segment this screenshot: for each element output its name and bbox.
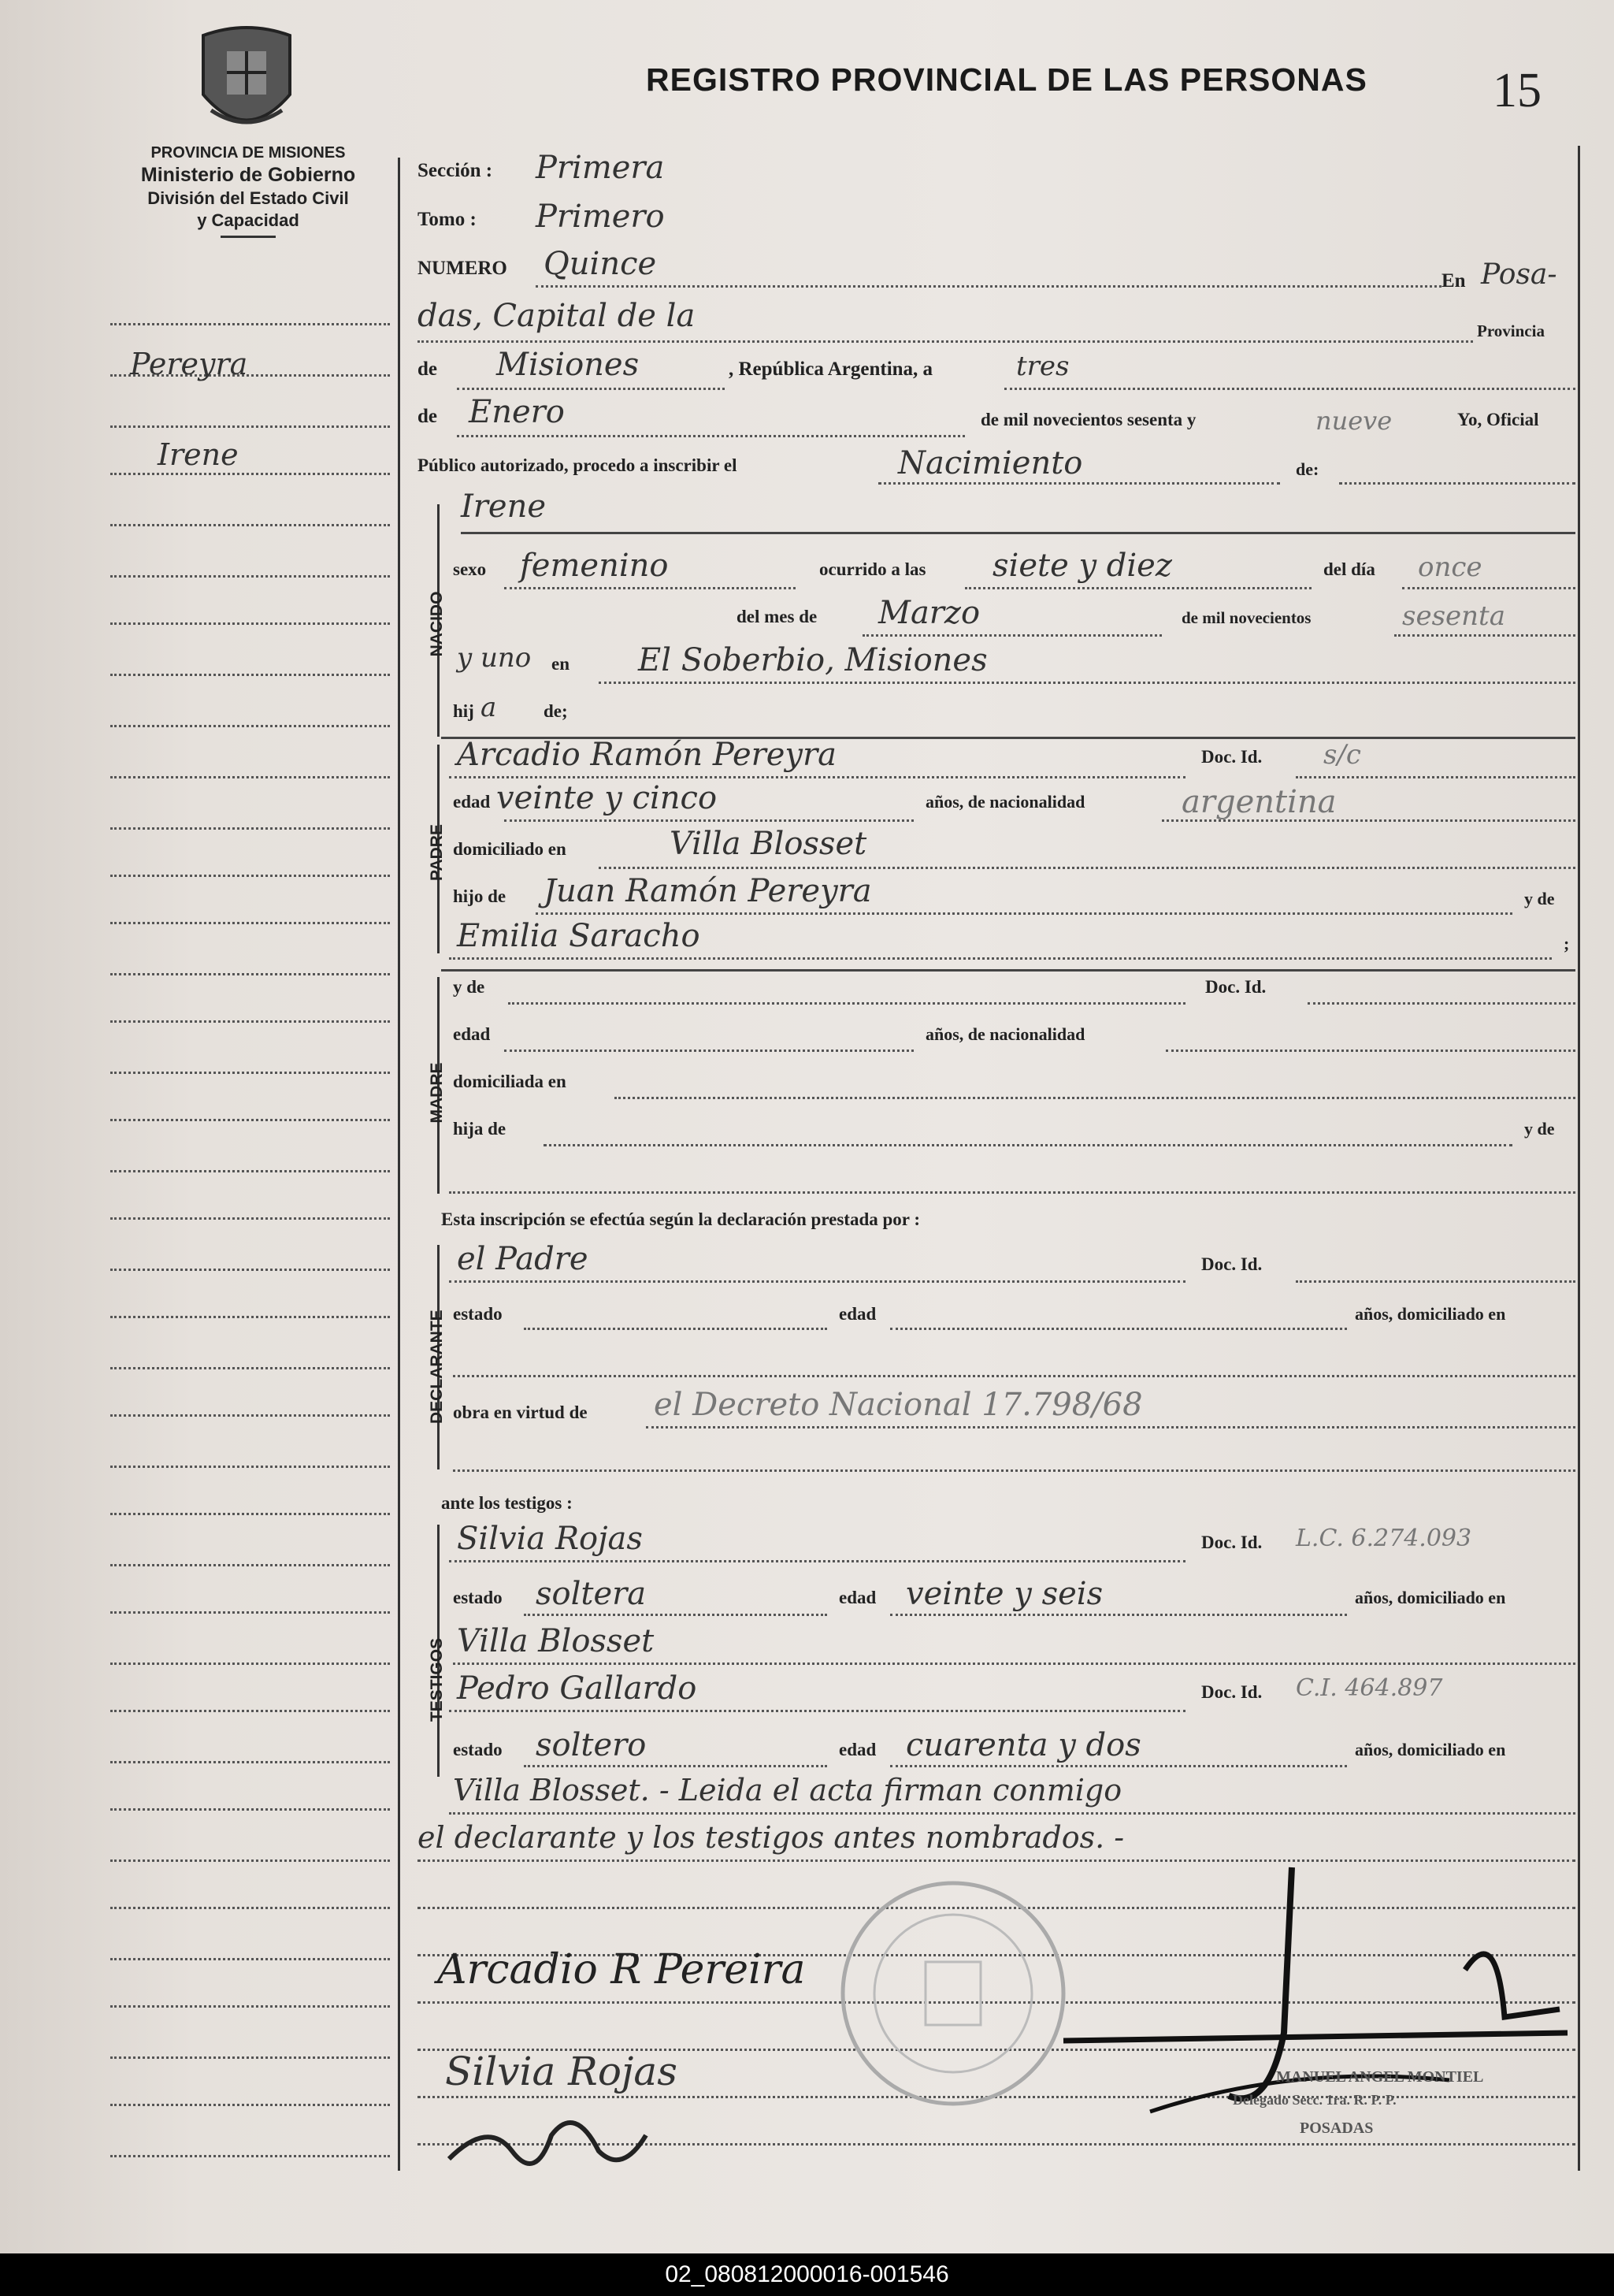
declarant-doc-label: Doc. Id.: [1201, 1254, 1263, 1274]
witness1-domicile: Villa Blosset: [457, 1623, 655, 1659]
grandmother-value: Emilia Saracho: [457, 918, 700, 954]
ocurrido-label: ocurrido a las: [819, 559, 926, 579]
child-name-value: Irene: [461, 489, 547, 525]
image-id-footer: 02_080812000016-001546: [0, 2253, 1614, 2296]
ministry-line2: Ministerio de Gobierno: [140, 164, 356, 186]
margin-surname: Pereyra: [130, 347, 248, 381]
hij-suffix: a: [480, 692, 497, 723]
witness2-edad-label: edad: [839, 1740, 877, 1759]
inscripcion-label: Esta inscripción se efectúa según la declaración prestada por :: [441, 1209, 920, 1229]
father-nationality-value: argentina: [1182, 784, 1337, 820]
witness2-doc-label: Doc. Id.: [1201, 1682, 1263, 1702]
seccion-value: Primera: [536, 150, 665, 186]
witness2-name: Pedro Gallardo: [457, 1670, 697, 1707]
official-stamp-icon: [835, 1875, 1071, 2112]
mother-anos-nac-label: años, de nacionalidad: [926, 1024, 1085, 1044]
closing-text: el declarante y los testigos antes nombrados. -: [417, 1820, 1125, 1855]
register-title: REGISTRO PROVINCIAL DE LAS PERSONAS: [646, 61, 1367, 98]
year-label: de mil novecientos sesenta y: [981, 410, 1197, 429]
del-dia-label: del día: [1323, 559, 1375, 579]
yo-oficial-label: Yo, Oficial: [1457, 410, 1539, 429]
semicolon: ;: [1564, 934, 1570, 953]
official-name: MANUEL ANGEL MONTIEL: [1276, 2068, 1484, 2086]
provincia-label: Provincia: [1477, 321, 1545, 340]
witness2-estado-value: soltero: [536, 1727, 647, 1763]
declarant-anos-dom-label: años, domiciliado en: [1355, 1304, 1506, 1324]
publico-label: Público autorizado, procedo a inscribir el: [417, 455, 737, 475]
signature-father: Arcadio R Pereira: [437, 1946, 806, 1993]
anos-nac-label: años, de nacionalidad: [926, 792, 1085, 812]
hija-de-label: hija de: [453, 1119, 506, 1139]
witness2-doc-value: C.I. 464.897: [1296, 1674, 1443, 1702]
declarante-side-label: DECLARANTE: [428, 1310, 446, 1424]
witness2-age-value: cuarenta y dos: [906, 1727, 1141, 1763]
sex-value: femenino: [520, 548, 669, 584]
sexo-label: sexo: [453, 559, 487, 579]
witness1-name: Silvia Rojas: [457, 1521, 643, 1557]
obra-label: obra en virtud de: [453, 1402, 588, 1422]
father-domicile-value: Villa Blosset: [670, 826, 867, 862]
numero-label: NUMERO: [417, 258, 507, 279]
hijo-de-label: hijo de: [453, 886, 506, 906]
mother-edad-label: edad: [453, 1024, 491, 1044]
month-value: Enero: [469, 394, 565, 430]
signature-witness: Silvia Rojas: [445, 2049, 677, 2094]
signature-scribble-icon: [441, 2088, 725, 2183]
witness1-doc-label: Doc. Id.: [1201, 1533, 1263, 1552]
mil-nov-label: de mil novecientos: [1182, 608, 1312, 627]
witness1-estado-value: soltera: [536, 1576, 647, 1612]
official-title: Delegado Secc. 1ra. R. P. P.: [1233, 2092, 1397, 2108]
madre-side-label: MADRE: [428, 1062, 446, 1124]
de3-label: de;: [544, 701, 568, 721]
de-label: de: [417, 359, 437, 380]
tomo-label: Tomo :: [417, 209, 477, 230]
city-part1: Posa-: [1481, 258, 1557, 291]
main-left-border: [398, 158, 400, 2171]
city-part2: das, Capital de la: [417, 298, 696, 334]
margin-given-name: Irene: [158, 437, 239, 472]
witness1-age-value: veinte y seis: [906, 1576, 1104, 1612]
declarant-edad-label: edad: [839, 1304, 877, 1324]
ministry-line3: División del Estado Civil: [147, 188, 349, 209]
decree-value: el Decreto Nacional 17.798/68: [654, 1387, 1143, 1423]
ministry-block: [95, 143, 402, 238]
father-age-value: veinte y cinco: [496, 780, 718, 816]
republica-label: , República Argentina, a: [729, 359, 933, 380]
birth-year-a: sesenta: [1402, 600, 1505, 632]
official-signature-icon: [1056, 1859, 1591, 2127]
declarant-value: el Padre: [457, 1241, 588, 1277]
witness1-doc-value: L.C. 6.274.093: [1296, 1525, 1472, 1552]
en-label: En: [1441, 270, 1466, 292]
birth-place-value: El Soberbio, Misiones: [638, 642, 988, 678]
y-de-label: y de: [1524, 889, 1555, 908]
testigos-label: ante los testigos :: [441, 1493, 573, 1513]
day-value: tres: [1016, 351, 1070, 382]
page-number: 15: [1493, 64, 1542, 117]
padre-side-label: PADRE: [428, 824, 446, 881]
seccion-label: Sección :: [417, 160, 493, 181]
mother-dom-label: domiciliada en: [453, 1072, 566, 1091]
tomo-value: Primero: [536, 199, 665, 235]
official-city: POSADAS: [1300, 2120, 1374, 2137]
nacido-side-label: NACIDO: [428, 591, 446, 657]
time-value: siete y diez: [993, 548, 1172, 584]
father-edad-label: edad: [453, 792, 491, 812]
de2-label: de: [417, 406, 437, 427]
hija-yde-label: y de: [1524, 1119, 1555, 1139]
father-dom-label: domiciliado en: [453, 839, 566, 859]
father-doc-label: Doc. Id.: [1201, 747, 1263, 767]
del-mes-label: del mes de: [737, 607, 818, 626]
witness1-edad-label: edad: [839, 1588, 877, 1607]
mother-yde-label: y de: [453, 977, 485, 997]
ministry-line4: y Capacidad: [197, 210, 299, 230]
declarant-estado-label: estado: [453, 1304, 503, 1324]
father-doc-value: s/c: [1323, 739, 1361, 771]
year-value: nueve: [1315, 406, 1393, 436]
hij-label: hij: [453, 701, 474, 721]
birth-month-value: Marzo: [878, 595, 981, 631]
mother-doc-label: Doc. Id.: [1205, 977, 1267, 997]
province-value: Misiones: [496, 347, 640, 383]
witness1-anos-dom-label: años, domiciliado en: [1355, 1588, 1506, 1607]
testigos-side-label: TESTIGOS: [428, 1637, 446, 1722]
witness2-anos-dom-label: años, domiciliado en: [1355, 1740, 1506, 1759]
grandfather-value: Juan Ramón Pereyra: [544, 873, 872, 909]
witness2-domicile: Villa Blosset. - Leida el acta firman conmigo: [453, 1773, 1122, 1807]
witness1-estado-label: estado: [453, 1588, 503, 1607]
provincial-crest-icon: [187, 20, 306, 146]
witness2-estado-label: estado: [453, 1740, 503, 1759]
de-colon-label: de:: [1296, 459, 1319, 479]
numero-value: Quince: [544, 246, 657, 282]
father-name-value: Arcadio Ramón Pereyra: [457, 737, 837, 773]
act-value: Nacimiento: [898, 445, 1083, 481]
en2-label: en: [551, 654, 570, 674]
ministry-line1: PROVINCIA DE MISIONES: [150, 144, 346, 162]
birth-day-value: once: [1418, 552, 1482, 583]
birth-year-b: y uno: [457, 642, 532, 674]
